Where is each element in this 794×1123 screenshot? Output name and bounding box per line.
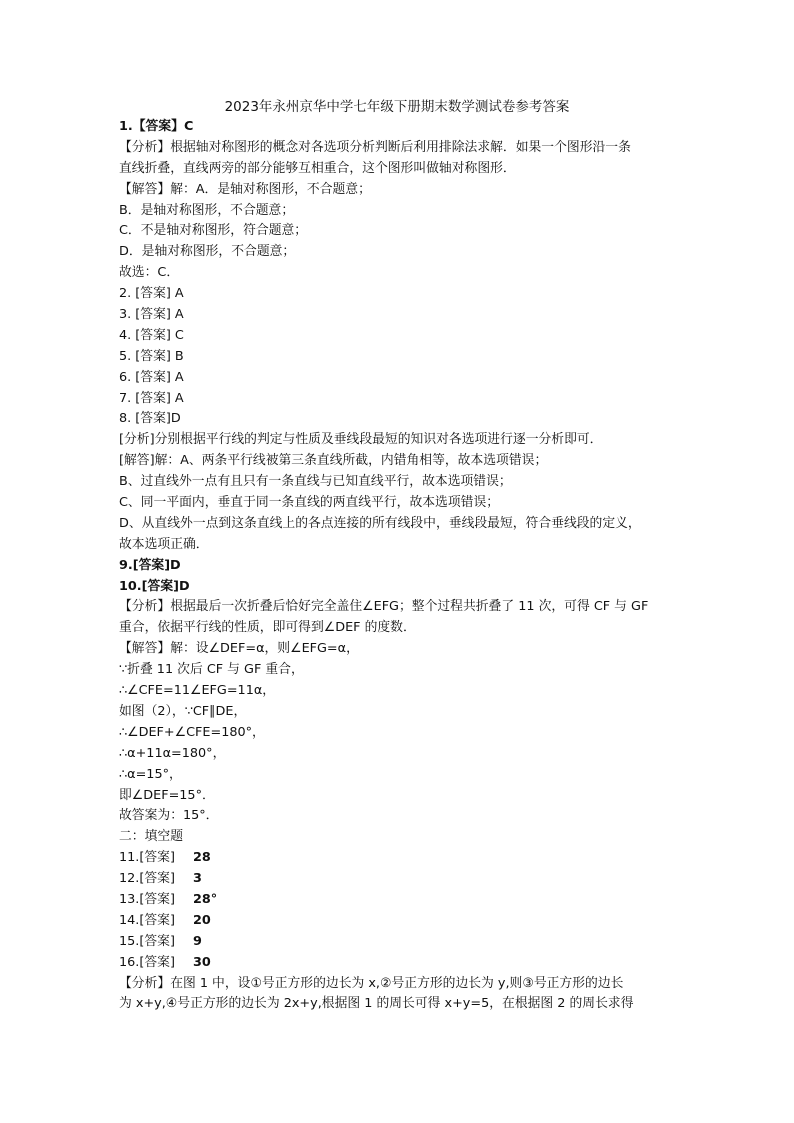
text-line: B、过直线外一点有且只有一条直线与已知直线平行，故本选项错误； [119, 474, 512, 490]
analysis-tail [119, 974, 679, 1016]
text-line: C．不是轴对称图形，符合题意； [119, 223, 308, 239]
fill-answer-label: 15.[答案] [119, 933, 175, 949]
text-line: ∴∠CFE=11∠EFG=11α， [119, 683, 276, 699]
answer-body [119, 117, 679, 1015]
document-title: 2023年永州京华中学七年级下册期末数学测试卷参考答案 [224, 99, 570, 115]
text-line: 4. [答案] C [119, 327, 184, 343]
text-line: 二：填空题 [119, 829, 183, 845]
fill-answer-row [119, 953, 679, 974]
text-line: [解答]解：A、两条平行线被第三条直线所截，内错角相等，故本选项错误； [119, 453, 548, 469]
text-line: 【分析】在图 1 中，设①号正方形的边长为 x,②号正方形的边长为 y,则③号正方形的边长 [119, 975, 624, 991]
fill-answer-value: 3 [192, 871, 202, 887]
text-line: C、同一平面内，垂直于同一条直线的两直线平行，故本选项错误； [119, 495, 500, 511]
text-line: ∵折叠 11 次后 CF 与 GF 重合， [119, 662, 304, 678]
fill-answer-label: 16.[答案] [119, 954, 175, 970]
text-line: 【解答】解：A．是轴对称图形，不合题意； [119, 181, 371, 197]
text-line: 如图（2），∵CF∥DE， [119, 703, 247, 719]
text-line: 故本选项正确． [119, 536, 209, 552]
text-line: 【分析】根据最后一次折叠后恰好完全盖住∠EFG；整个过程共折叠了 11 次，可得 CF 与 GF [119, 599, 649, 615]
text-line: 即∠DEF=15°． [119, 787, 215, 803]
text-line: 3. [答案] A [119, 307, 184, 323]
text-line: 7. [答案] A [119, 390, 184, 406]
text-line: B．是轴对称图形，不合题意； [119, 202, 295, 218]
fill-answer-label: 12.[答案] [119, 871, 175, 887]
fill-answer-label: 11.[答案] [119, 850, 175, 866]
text-line: 为 x+y,④号正方形的边长为 2x+y,根据图 1 的周长可得 x+y=5，在根据图 2 的周长求得 [119, 996, 634, 1012]
fill-answer-value: 28° [192, 891, 218, 907]
text-line: 重合，依据平行线的性质，即可得到∠DEF 的度数． [119, 620, 416, 636]
text-line: 8. [答案]D [119, 411, 181, 427]
text-line: ∴α=15°， [119, 766, 182, 782]
fill-blank-answers [119, 848, 679, 973]
answer-lines [119, 117, 679, 848]
text-line: 2. [答案] A [119, 286, 184, 302]
fill-answer-row [119, 932, 679, 953]
text-line: 9.[答案]D [119, 557, 181, 573]
fill-answer-value: 20 [192, 912, 211, 928]
text-line: D、从直线外一点到这条直线上的各点连接的所有线段中，垂线段最短，符合垂线段的定义， [119, 515, 641, 531]
text-line: 5. [答案] B [119, 348, 184, 364]
text-line: ∴α+11α=180°， [119, 745, 226, 761]
fill-answer-row [119, 911, 679, 932]
fill-answer-row [119, 869, 679, 890]
fill-answer-value: 30 [192, 954, 211, 970]
text-line: 1.【答案】C [119, 119, 194, 134]
text-line: D．是轴对称图形，不合题意； [119, 244, 296, 260]
text-line: 直线折叠，直线两旁的部分能够互相重合，这个图形叫做轴对称图形． [119, 160, 516, 176]
text-line: 故答案为：15°． [119, 808, 219, 824]
fill-answer-value: 28 [192, 850, 211, 866]
text-line: 【分析】根据轴对称图形的概念对各选项分析判断后利用排除法求解．如果一个图形沿一条 [119, 139, 631, 155]
text-line: ∴∠DEF+∠CFE=180°， [119, 724, 265, 740]
text-line: 10.[答案]D [119, 578, 190, 594]
text-line: 故选：C． [119, 265, 180, 281]
fill-answer-label: 13.[答案] [119, 891, 175, 907]
text-line: 【解答】解：设∠DEF=α，则∠EFG=α， [119, 641, 359, 657]
text-line: [分析]分别根据平行线的判定与性质及垂线段最短的知识对各选项进行逐一分析即可． [119, 432, 603, 448]
text-line: 6. [答案] A [119, 369, 184, 385]
fill-answer-value: 9 [192, 933, 202, 949]
fill-answer-label: 14.[答案] [119, 912, 175, 928]
fill-answer-row [119, 890, 679, 911]
fill-answer-row [119, 848, 679, 869]
